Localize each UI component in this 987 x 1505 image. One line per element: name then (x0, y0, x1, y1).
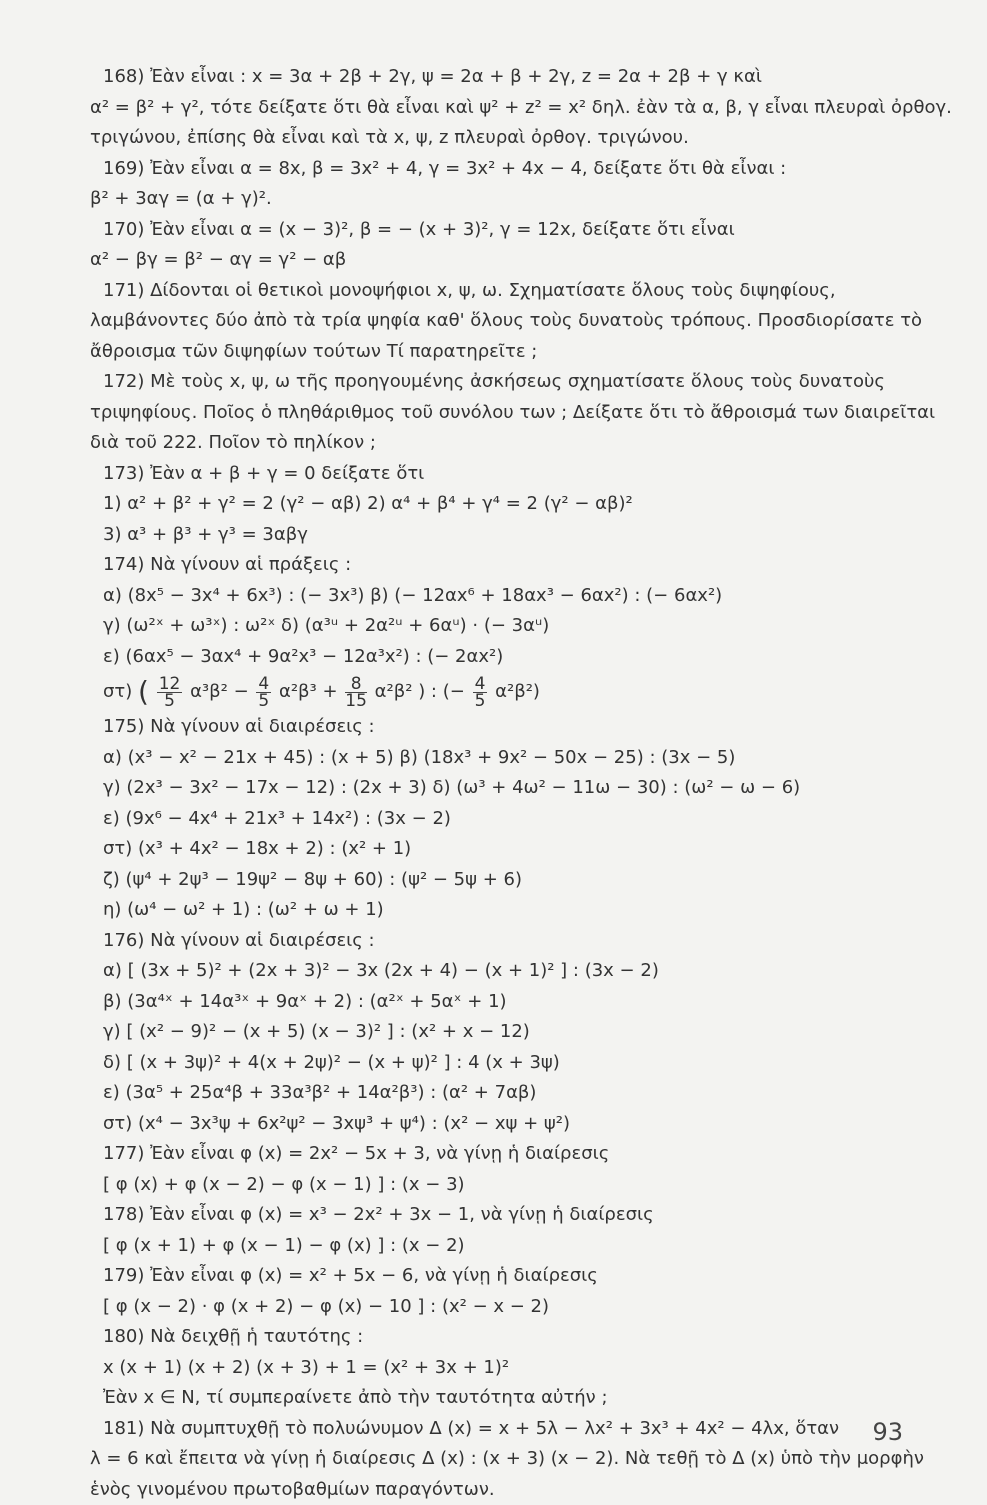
ex169-line1: 169) Ἐὰν εἶναι α = 8x, β = 3x² + 4, γ = 3x² + 4x − 4, δείξατε ὅτι θὰ εἶναι : (90, 154, 910, 185)
ex168-line2: α² = β² + γ², τότε δείξατε ὅτι θὰ εἶναι καὶ ψ² + z² = x² δηλ. ἐὰν τὰ α, β, γ εἶναι πλευραὶ ὀρθογ. (90, 93, 910, 124)
ex174-a: α) (8x⁵ − 3x⁴ + 6x³) : (− 3x³) β) (− 12αx⁶ + 18αx³ − 6αx²) : (− 6αx²) (90, 581, 910, 612)
ex179-line2: [ φ (x − 2) · φ (x + 2) − φ (x) − 10 ] : (x² − x − 2) (90, 1292, 910, 1323)
exercise-list (90, 62, 910, 1505)
ex169-line2: β² + 3αγ = (α + γ)². (90, 184, 910, 215)
ex171-line1: 171) Δίδονται οἱ θετικοὶ μονοψήφιοι x, ψ, ω. Σχηματίσατε ὅλους τοὺς διψηφίους, (90, 276, 910, 307)
fraction-4-5-b: $\frac{4}{5}$ (473, 676, 488, 709)
ex170-line2: α² − βγ = β² − αγ = γ² − αβ (90, 245, 910, 276)
ex175-e: ε) (9x⁶ − 4x⁴ + 21x³ + 14x²) : (3x − 2) (90, 804, 910, 835)
ex177-line2: [ φ (x) + φ (x − 2) − φ (x − 1) ] : (x − 3) (90, 1170, 910, 1201)
ex173-line1: 173) Ἐὰν α + β + γ = 0 δείξατε ὅτι (90, 459, 910, 490)
st-term3: α²β² (375, 681, 413, 702)
fraction-12-5: $\frac{12}{5}$ (157, 676, 183, 709)
ex173-line2: 1) α² + β² + γ² = 2 (γ² − αβ) 2) α⁴ + β⁴ + γ⁴ = 2 (γ² − αβ)² (90, 489, 910, 520)
ex175-z: ζ) (ψ⁴ + 2ψ³ − 19ψ² − 8ψ + 60) : (ψ² − 5ψ + 6) (90, 865, 910, 896)
ex176-g: γ) [ (x² − 9)² − (x + 5) (x − 3)² ] : (x² + x − 12) (90, 1017, 910, 1048)
st-term2: α²β³ + (279, 681, 338, 702)
ex174-st (90, 672, 910, 712)
ex174-g: γ) (ω²ˣ + ω³ˣ) : ω²ˣ δ) (α³ᵘ + 2α²ᵘ + 6αᵘ) · (− 3αᵘ) (90, 611, 910, 642)
ex175-h: η) (ω⁴ − ω² + 1) : (ω² + ω + 1) (90, 895, 910, 926)
st-term4: α²β²) (495, 681, 540, 702)
ex175-line1: 175) Νὰ γίνουν αἱ διαιρέσεις : (90, 712, 910, 743)
ex171-line3: ἄθροισμα τῶν διψηφίων τούτων Τί παρατηρεῖτε ; (90, 337, 910, 368)
ex181-line2: λ = 6 καὶ ἔπειτα νὰ γίνῃ ἡ διαίρεσις Δ (x) : (x + 3) (x − 2). Νὰ τεθῇ τὸ Δ (x) ὑπὸ τὴν μορφὴν (90, 1444, 910, 1475)
ex172-line2: τριψηφίους. Ποῖος ὁ πληθάριθμος τοῦ συνόλου των ; Δείξατε ὅτι τὸ ἄθροισμά των διαιρεῖται (90, 398, 910, 429)
ex176-b: β) (3α⁴ˣ + 14α³ˣ + 9αˣ + 2) : (α²ˣ + 5αˣ + 1) (90, 987, 910, 1018)
ex177-line1: 177) Ἐὰν εἶναι φ (x) = 2x² − 5x + 3, νὰ γίνῃ ἡ διαίρεσις (90, 1139, 910, 1170)
ex181-line1: 181) Νὰ συμπτυχθῇ τὸ πολυώνυμον Δ (x) = x + 5λ − λx² + 3x³ + 4x² − 4λx, ὅταν (90, 1414, 910, 1445)
page-number: 93 (872, 1418, 903, 1446)
ex181-line3: ἑνὸς γινομένου πρωτοβαθμίων παραγόντων. (90, 1475, 910, 1505)
ex176-d: δ) [ (x + 3ψ)² + 4(x + 2ψ)² − (x + ψ)² ] : 4 (x + 3ψ) (90, 1048, 910, 1079)
ex174-line1: 174) Νὰ γίνουν αἱ πράξεις : (90, 550, 910, 581)
ex172-line1: 172) Μὲ τοὺς x, ψ, ω τῆς προηγουμένης ἀσκήσεως σχηματίσατε ὅλους τοὺς δυνατοὺς (90, 367, 910, 398)
ex179-line1: 179) Ἐὰν εἶναι φ (x) = x² + 5x − 6, νὰ γίνῃ ἡ διαίρεσις (90, 1261, 910, 1292)
ex171-line2: λαμβάνοντες δύο ἀπὸ τὰ τρία ψηφία καθ' ὅλους τοὺς δυνατοὺς τρόπους. Προσδιορίσατε τὸ (90, 306, 910, 337)
ex168-line3: τριγώνου, ἐπίσης θὰ εἶναι καὶ τὰ x, ψ, z πλευραὶ ὀρθογ. τριγώνου. (90, 123, 910, 154)
ex176-st: στ) (x⁴ − 3x³ψ + 6x²ψ² − 3xψ³ + ψ⁴) : (x² − xψ + ψ²) (90, 1109, 910, 1140)
st-label: στ) (103, 681, 132, 702)
fraction-8-15: $\frac{8}{15}$ (345, 676, 367, 709)
ex173-line3: 3) α³ + β³ + γ³ = 3αβγ (90, 520, 910, 551)
ex178-line1: 178) Ἐὰν εἶναι φ (x) = x³ − 2x² + 3x − 1, νὰ γίνῃ ἡ διαίρεσις (90, 1200, 910, 1231)
ex176-e: ε) (3α⁵ + 25α⁴β + 33α³β² + 14α²β³) : (α² + 7αβ) (90, 1078, 910, 1109)
ex180-line1: 180) Νὰ δειχθῇ ἡ ταυτότης : (90, 1322, 910, 1353)
open-paren: ( (138, 675, 149, 708)
ex175-g: γ) (2x³ − 3x² − 17x − 12) : (2x + 3) δ) (ω³ + 4ω² − 11ω − 30) : (ω² − ω − 6) (90, 773, 910, 804)
st-divider: ) : (− (418, 681, 465, 702)
fraction-4-5: $\frac{4}{5}$ (256, 676, 271, 709)
ex180-line3: Ἐὰν x ∈ N, τί συμπεραίνετε ἀπὸ τὴν ταυτότητα αὐτήν ; (90, 1383, 910, 1414)
ex175-st: στ) (x³ + 4x² − 18x + 2) : (x² + 1) (90, 834, 910, 865)
ex178-line2: [ φ (x + 1) + φ (x − 1) − φ (x) ] : (x − 2) (90, 1231, 910, 1262)
ex180-line2: x (x + 1) (x + 2) (x + 3) + 1 = (x² + 3x + 1)² (90, 1353, 910, 1384)
ex168-line1: 168) Ἐὰν εἶναι : x = 3α + 2β + 2γ, ψ = 2α + β + 2γ, z = 2α + 2β + γ καὶ (90, 62, 910, 93)
ex174-e: ε) (6αx⁵ − 3αx⁴ + 9α²x³ − 12α³x²) : (− 2αx²) (90, 642, 910, 673)
ex176-a: α) [ (3x + 5)² + (2x + 3)² − 3x (2x + 4) − (x + 1)² ] : (3x − 2) (90, 956, 910, 987)
ex175-a: α) (x³ − x² − 21x + 45) : (x + 5) β) (18x³ + 9x² − 50x − 25) : (3x − 5) (90, 743, 910, 774)
ex170-line1: 170) Ἐὰν εἶναι α = (x − 3)², β = − (x + 3)², γ = 12x, δείξατε ὅτι εἶναι (90, 215, 910, 246)
ex176-line1: 176) Νὰ γίνουν αἱ διαιρέσεις : (90, 926, 910, 957)
ex172-line3: διὰ τοῦ 222. Ποῖον τὸ πηλίκον ; (90, 428, 910, 459)
st-term1: α³β² − (190, 681, 249, 702)
